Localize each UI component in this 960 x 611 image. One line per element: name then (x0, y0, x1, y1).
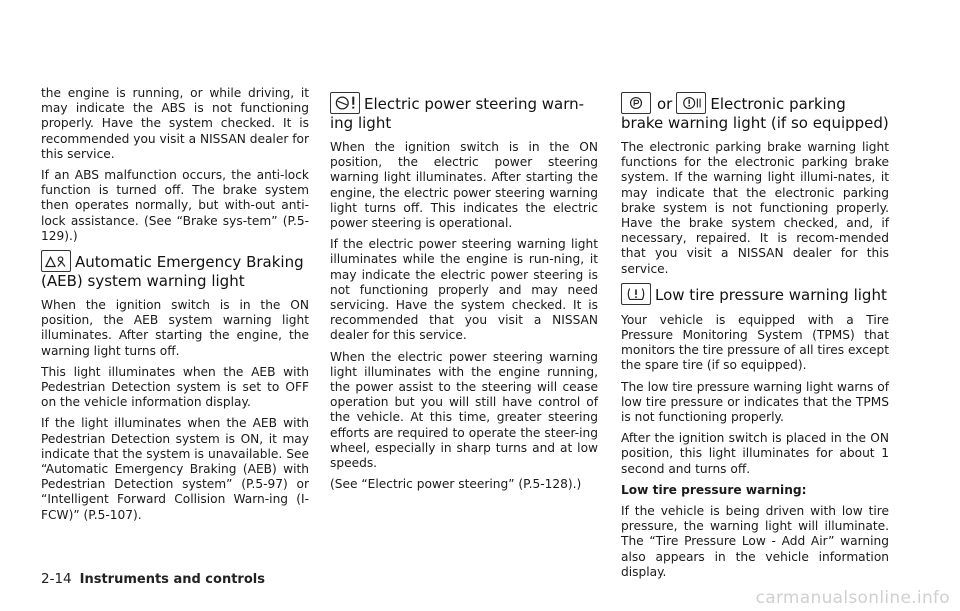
paragraph: the engine is running, or while driving, it may indicate the ABS is not functioning properly. Have the system checked. It is recommended you visit a NISSAN dealer for this service. (41, 86, 309, 161)
paragraph: If the electric power steering warning light illuminates while the engine is run-ning, it may indicate the electric power steering is not functioning properly and may need servicing. Have the system checked. It is recommended that you visit a NISSAN dealer for this service. (330, 237, 598, 343)
paragraph: If an ABS malfunction occurs, the anti-lock function is turned off. The brake system then operates normally, but with-out anti-lock assistance. (See “Brake sys-tem” (P.5-129).) (41, 168, 309, 243)
or-text: or (657, 95, 673, 113)
page-footer (41, 571, 265, 587)
paragraph: The low tire pressure warning light warns of low tire pressure or indicates that the TPMS is not functioning properly. (621, 379, 889, 425)
steering-warning-icon (330, 92, 360, 114)
paragraph: If the vehicle is being driven with low tire pressure, the warning light will illuminate. The “Tire Pressure Low - Add Air” warning also appears in the vehicle information display. (621, 504, 889, 579)
epb-heading-text: Electronic parking brake warning light (if so equipped) (621, 95, 889, 132)
paragraph: After the ignition switch is placed in the ON position, this light illuminates for about 1 second and turns off. (621, 431, 889, 476)
paragraph: When the ignition switch is in the ON position, the electric power steering warning light illuminates. After starting the engine, the electric power steering warning light turns off. This indicates the electric power steering is operational. (330, 140, 598, 231)
paragraph: The electronic parking brake warning light functions for the electronic parking brake system. If the warning light illumi-nates, it may indicate that the electronic parking brake system is not functioning properly. Have the brake system checked, and, if necessary, repaired. It is recom-mended that you visit a NISSAN dealer for this service. (621, 140, 889, 276)
aeb-heading (41, 250, 309, 290)
paragraph: When the electric power steering warning light illuminates with the engine running, the power assist to the steering will cease operation but you will still have control of the vehicle. At this time, greater steering efforts are required to operate the steer-ing wheel, especially in sharp turns and at low speeds. (330, 349, 598, 471)
epb-heading (621, 92, 889, 132)
paragraph: (See “Electric power steering” (P.5-128).) (330, 477, 582, 492)
eps-heading (330, 92, 598, 132)
section-title: Instruments and controls (79, 572, 265, 587)
tire-heading (621, 283, 889, 305)
tire-heading-text: Low tire pressure warning light (655, 285, 887, 304)
tire-pressure-icon (621, 283, 651, 305)
aeb-warning-icon (41, 250, 71, 272)
column-2 (330, 86, 598, 498)
parking-brake-p-icon (621, 92, 651, 114)
column-1 (41, 86, 309, 529)
paragraph: If the light illuminates when the AEB with Pedestrian Detection system is ON, it may indicate that the system is unavailable. See “Automatic Emergency Braking (AEB) with Pedestrian Detection system” (P.5-97) or “Intelligent Forward Collision Warn-ing (I-FCW)” (P.5-107). (41, 416, 309, 522)
paragraph: When the ignition switch is in the ON position, the AEB system warning light illuminates. After starting the engine, the warning light turns off. (41, 298, 309, 358)
column-3 (621, 86, 889, 586)
eps-heading-text: Electric power steering warn-ing light (330, 95, 585, 132)
subheading: Low tire pressure warning: (621, 482, 807, 497)
page-number: 2-14 (41, 571, 72, 587)
paragraph: Your vehicle is equipped with a Tire Pressure Monitoring System (TPMS) that monitors the tire pressure of all tires except the spare tire (if so equipped). (621, 312, 889, 373)
aeb-heading-text: Automatic Emergency Braking (AEB) system warning light (41, 253, 304, 291)
watermark: carmanualsonline.info (755, 588, 950, 608)
paragraph: This light illuminates when the AEB with Pedestrian Detection system is set to OFF on the vehicle information display. (41, 364, 309, 410)
parking-brake-circle-icon (676, 92, 706, 114)
